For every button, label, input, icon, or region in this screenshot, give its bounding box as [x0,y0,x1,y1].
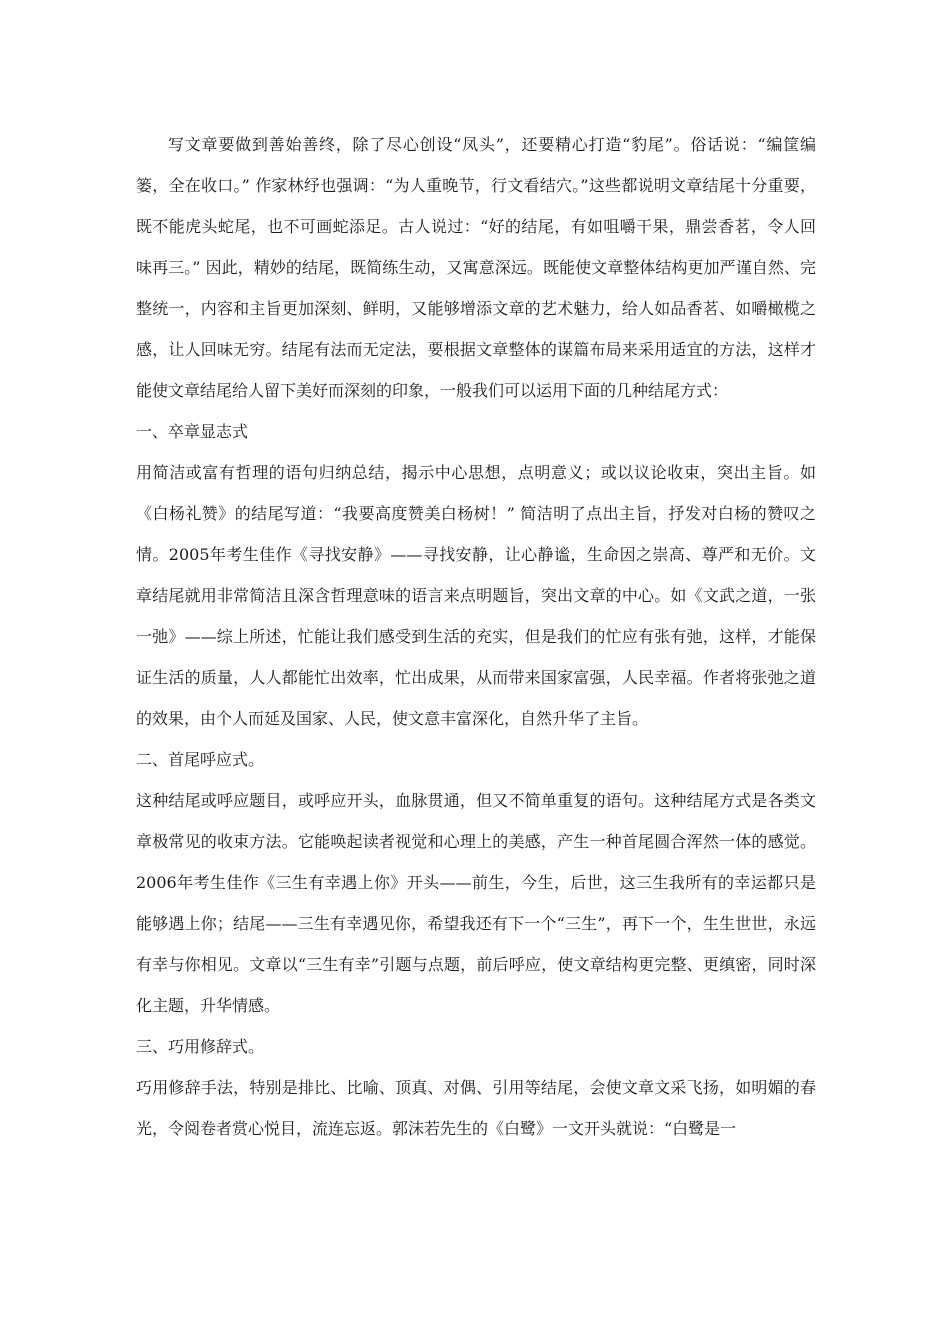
intro-paragraph: 写文章要做到善始善终，除了尽心创设“凤头”，还要精心打造“豹尾”。俗话说：“编筐编篓，全在收口。” 作家林纾也强调：“为人重晚节，行文看结穴。”这些都说明文章结尾十分重要，既不能虎头蛇尾，也不可画蛇添足。古人说过：“好的结尾，有如咀嚼干果，鼎尝香茗，令人回味再三。” 因此，精妙的结尾，既简练生动，又寓意深远。既能使文章整体结构更加严谨自然、完整统一，内容和主旨更加深刻、鲜明，又能够增添文章的艺术魅力，给人如品香茗、如嚼橄榄之感，让人回味无穷。结尾有法而无定法，要根据文章整体的谋篇布局来采用适宜的方法，这样才能使文章结尾给人留下美好而深刻的印象，一般我们可以运用下面的几种结尾方式： [136,135,816,400]
document-body [136,124,816,1149]
section-heading-1: 一、卒章显志式 [136,422,249,441]
section-heading-2: 二、首尾呼应式。 [136,750,265,769]
section-body-3: 巧用修辞手法，特别是排比、比喻、顶真、对偶、引用等结尾，会使文章文采飞扬，如明媚的春光，令阅卷者赏心悦目，流连忘返。郭沫若先生的《白鹭》一文开头就说：“白鹭是一 [136,1078,816,1138]
section-body-2: 这种结尾或呼应题目，或呼应开头，血脉贯通，但又不简单重复的语句。这种结尾方式是各类文章极常见的收束方法。它能唤起读者视觉和心理上的美感，产生一种首尾圆合浑然一体的感觉。2006年考生佳作《三生有幸遇上你》开头——前生，今生，后世，这三生我所有的幸运都只是能够遇上你；结尾——三生有幸遇见你，希望我还有下一个“三生”，再下一个，生生世世，永远有幸与你相见。文章以“三生有幸”引题与点题，前后呼应，使文章结构更完整、更缜密，同时深化主题，升华情感。 [136,791,816,1015]
section-body-1: 用简洁或富有哲理的语句归纳总结，揭示中心思想，点明意义；或以议论收束，突出主旨。如《白杨礼赞》的结尾写道：“我要高度赞美白杨树！” 简洁明了点出主旨，抒发对白杨的赞叹之情。2005年考生佳作《寻找安静》——寻找安静，让心静谧，生命因之崇高、尊严和无价。文章结尾就用非常简洁且深含哲理意味的语言来点明题旨，突出文章的中心。如《文武之道，一张一弛》——综上所述，忙能让我们感受到生活的充实，但是我们的忙应有张有弛，这样，才能保证生活的质量，人人都能忙出效率，忙出成果，从而带来国家富强，人民幸福。作者将张弛之道的效果，由个人而延及国家、人民，使文意丰富深化，自然升华了主旨。 [136,463,816,728]
section-heading-3: 三、巧用修辞式。 [136,1037,265,1056]
